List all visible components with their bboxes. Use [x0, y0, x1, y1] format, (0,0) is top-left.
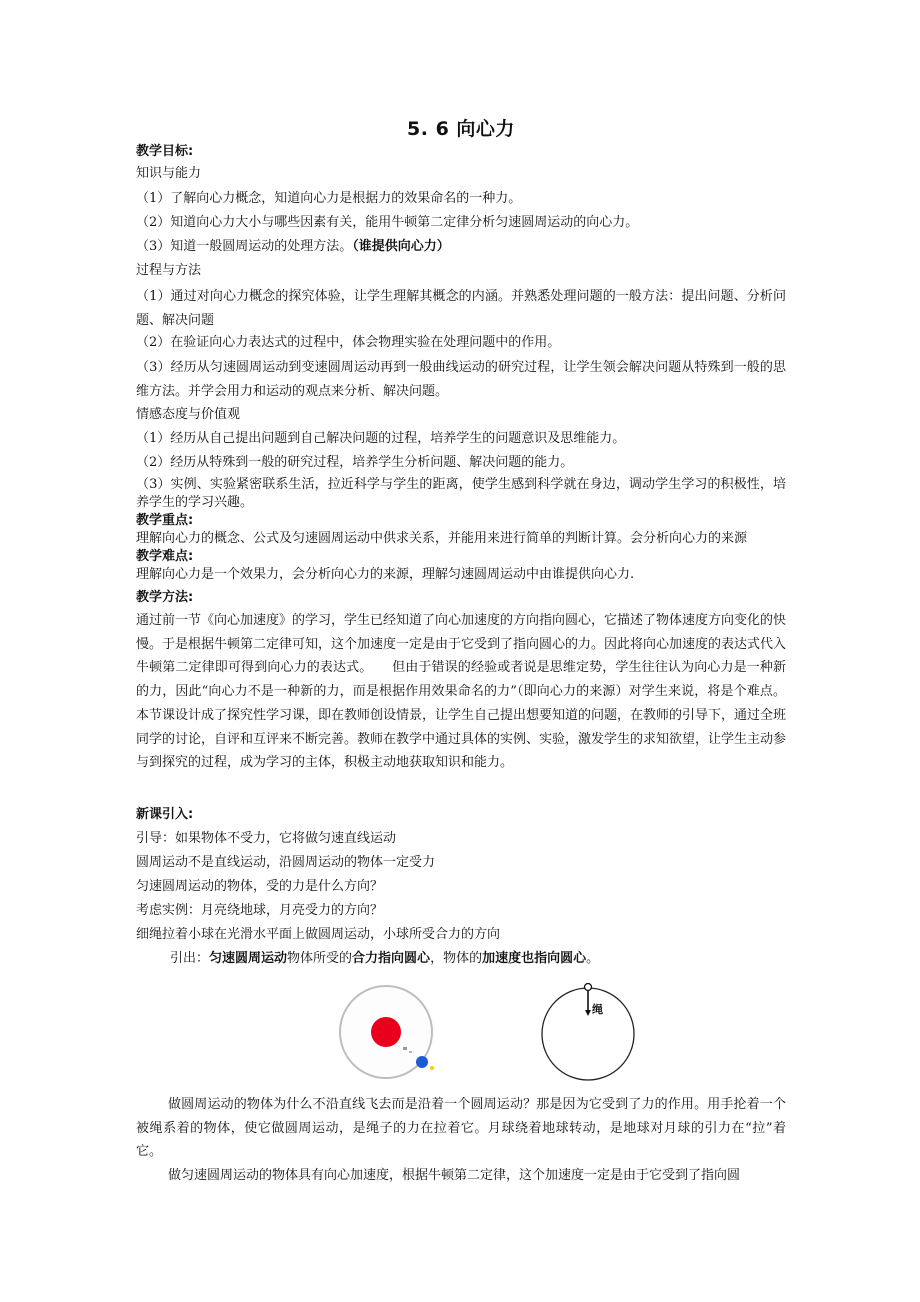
lead-bold-1: 匀速圆周运动: [209, 951, 288, 966]
arrow-head-icon: [585, 1010, 591, 1016]
emotion-heading: 情感态度与价值观: [136, 407, 241, 422]
difficulties-heading: 教学难点:: [136, 549, 194, 564]
body-paragraph-1: 做圆周运动的物体为什么不沿直线飞去而是沿着一个圆周运动？那是因为它受到了力的作用。用手抡着一个被绳系着的物体，使它做圆周运动，是绳子的力在拉着它。月球绕着地球转动，是地球对月球的引力在“拉”着它。: [136, 1097, 786, 1160]
process-item-1: （1）通过对向心力概念的探究体验，让学生理解其概念的内涵。并熟悉处理问题的一般方法：提出问题、分析问题、解决问题: [136, 289, 786, 328]
intro-line-5: 细绳拉着小球在光滑水平面上做圆周运动，小球所受合力的方向: [136, 927, 501, 942]
lead-bold-3: 加速度也指向圆心: [482, 951, 587, 966]
intro-heading: 新课引入:: [136, 807, 194, 822]
key-points-heading: 教学重点:: [136, 513, 194, 528]
lead-text-1: 物体所受的: [287, 951, 353, 966]
lead-text-3: 。: [586, 951, 600, 966]
lead-text-2: ，物体的: [430, 951, 483, 966]
intro-line-4: 考虑实例：月亮绕地球，月亮受力的方向？: [136, 903, 384, 918]
motion-marker: [409, 1051, 412, 1053]
methods-heading: 教学方法:: [136, 590, 194, 605]
emotion-item-1: （1）经历从自己提出问题到自己解决问题的过程，培养学生的问题意识及思维能力。: [136, 431, 626, 446]
lead-bold-2: 合力指向圆心: [352, 951, 431, 966]
ball-icon: [585, 984, 592, 991]
rope-ball-circle-figure: [537, 980, 641, 1084]
earth-icon: [371, 1017, 401, 1047]
knowledge-item-3-text: （3）知道一般圆周运动的处理方法。: [136, 239, 353, 254]
knowledge-item-1: （1）了解向心力概念，知道向心力是根据力的效果命名的一种力。: [136, 191, 522, 206]
highlight-dot: [430, 1066, 434, 1070]
emotion-item-2: （2）经历从特殊到一般的研究过程，培养学生分析问题、解决问题的能力。: [136, 455, 574, 470]
process-item-3: （3）经历从匀速圆周运动到变速圆周运动再到一般曲线运动的研究过程，让学生领会解决问题从特殊到一般的思维方法。并学会用力和运动的观点来分析、解决问题。: [136, 360, 786, 399]
key-points-text: 理解向心力的概念、公式及匀速圆周运动中供求关系，并能用来进行简单的判断计算。会分析向心力的来源: [136, 531, 748, 546]
earth-moon-orbit-figure: [336, 985, 440, 1081]
methods-text: 通过前一节《向心加速度》的学习，学生已经知道了向心加速度的方向指向圆心，它描述了物体速度方向变化的快慢。于是根据牛顿第二定律可知，这个加速度一定是由于它受到了指向圆心的力。因此将向心加速度的表达式代入牛顿第二定律即可得到向心力的表达式。 但由于错误的经验或者说是思维定势，学生往往认为向心力是一种新的力，因此“向心力不是一种新的力，而是根据作用效果命名的力”（即向心力的来源）对学生来说，将是个难点。本节课设计成了探究性学习课，即在教师创设情景，让学生自己提出想要知道的问题，在教师的引导下，通过全班同学的讨论，自评和互评来不断完善。教师在教学中通过具体的实例、实验，激发学生的求知欲望，让学生主动参与到探究的过程，成为学习的主体，积极主动地获取知识和能力。: [136, 613, 787, 771]
rope-label: 绳: [592, 1003, 603, 1016]
knowledge-heading: 知识与能力: [136, 166, 202, 181]
intro-lead: [170, 949, 820, 969]
moon-icon: [416, 1056, 428, 1068]
process-item-2: （2）在验证向心力表达式的过程中，体会物理实验在处理问题中的作用。: [136, 335, 561, 350]
goals-heading: 教学目标:: [136, 144, 194, 159]
lead-prefix: 引出：: [170, 951, 210, 966]
knowledge-item-3: [136, 237, 786, 257]
process-heading: 过程与方法: [136, 263, 202, 278]
page-title: 5. 6 向心力: [407, 118, 515, 140]
motion-marker: [403, 1047, 407, 1050]
knowledge-item-2: （2）知道向心力大小与哪些因素有关，能用牛顿第二定律分析匀速圆周运动的向心力。: [136, 215, 639, 230]
body-paragraph-2: 做匀速圆周运动的物体具有向心加速度，根据牛顿第二定律，这个加速度一定是由于它受到了指向圆: [168, 1168, 741, 1183]
knowledge-item-3-bold: （谁提供向心力）: [352, 239, 450, 254]
emotion-item-3: （3）实例、实验紧密联系生活，拉近科学与学生的距离，使学生感到科学就在身边，调动学生学习的积极性，培养学生的学习兴趣。: [136, 477, 786, 510]
intro-line-2: 圆周运动不是直线运动，沿圆周运动的物体一定受力: [136, 855, 436, 870]
intro-line-3: 匀速圆周运动的物体，受的力是什么方向？: [136, 879, 384, 894]
difficulties-text: 理解向心力是一个效果力，会分析向心力的来源，理解匀速圆周运动中由谁提供向心力.: [136, 567, 635, 582]
intro-line-1: 引导：如果物体不受力，它将做匀速直线运动: [136, 831, 397, 846]
